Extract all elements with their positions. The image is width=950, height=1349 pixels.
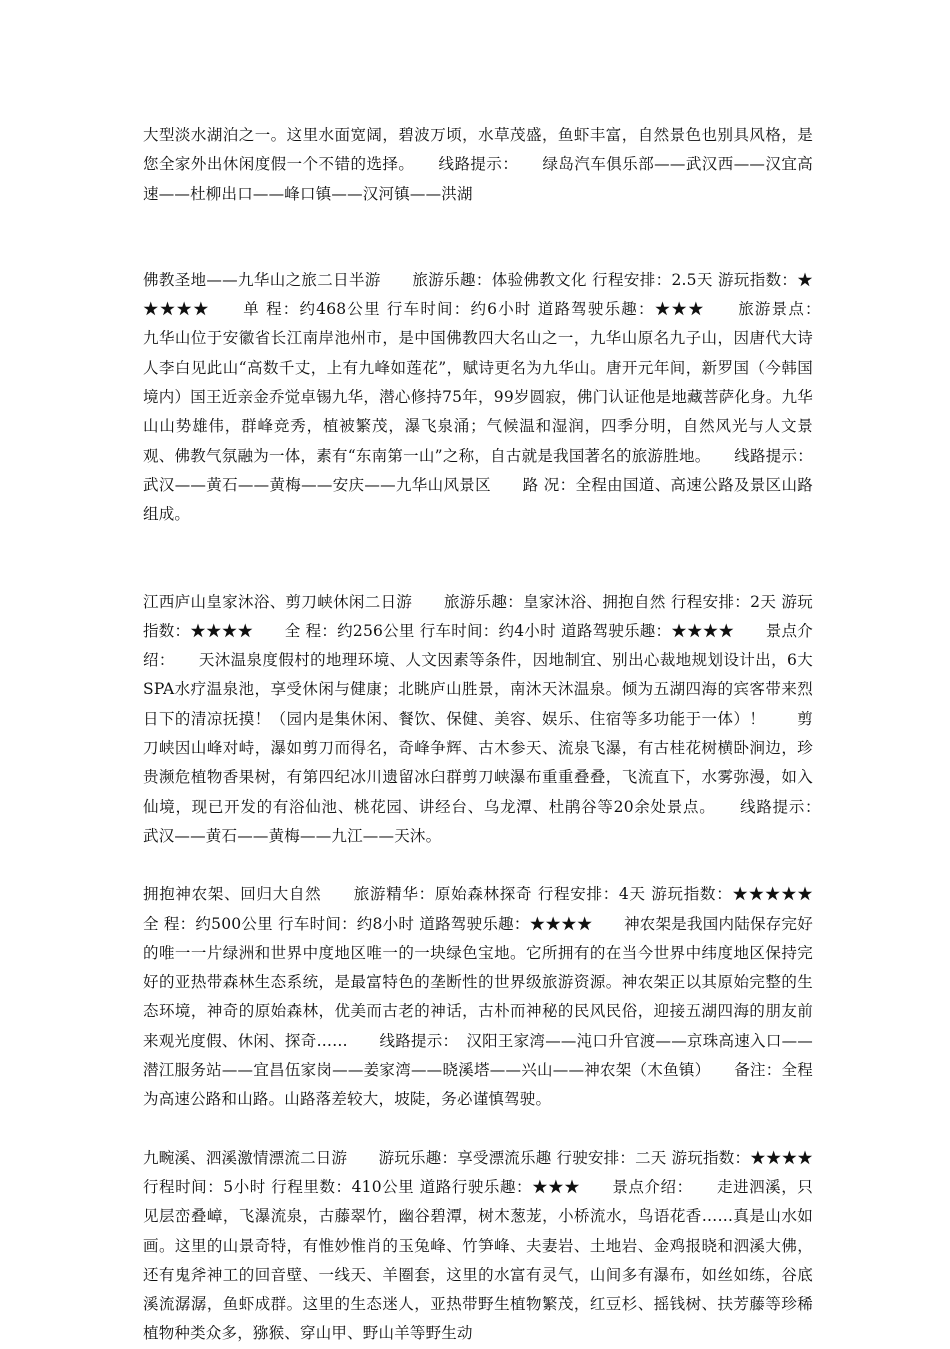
paragraph-shennongjia-tour: 拥抱神农架、回归大自然 旅游精华：原始森林探奇 行程安排：4天 游玩指数：★★★★★ 全 程：约500公里 行车时间：约8小时 道路驾驶乐趣：★★★★ 神农架是我国内陆保存完好的唯一一片绿洲和世界中度地区唯一的一块绿色宝地。它所拥有的在当今世界中纬度地区保持完好的亚热带森林生态系统，是最富特色的垄断性的世界级旅游资源。神农架正以其原始完整的生态环境，神奇的原始森林，优美而古老的神话，古朴而神秘的民风民俗，迎接五湖四海的朋友前来观光度假、休闲、探奇…… 线路提示： 汉阳王家湾——沌口升官渡——京珠高速入口——潜江服务站——宜昌伍家岗——姜家湾——晓溪塔——兴山——神农架（木鱼镇） 备注：全程为高速公路和山路。山路落差较大，坡陡，务必谨慎驾驶。: [143, 885, 845, 1109]
paragraph-jiuhuashan-tour: 佛教圣地——九华山之旅二日半游 旅游乐趣：体验佛教文化 行程安排：2.5天 游玩指数：★★★★★ 单 程：约468公里 行车时间：约6小时 道路驾驶乐趣：★★★ 旅游景点： 九华山位于安徽省长江南岸池州市，是中国佛教四大名山之一，九华山原名九子山，因唐代大诗人李白见此山“高数千丈，上有九峰如莲花”，赋诗更名为九华山。唐开元年间，新罗国（今韩国境内）国王近亲金乔觉卓锡九华，潜心修持75年，99岁圆寂，佛门认证他是地藏菩萨化身。九华山山势雄伟，群峰竞秀，植被繁茂，瀑飞泉涌；气候温和湿润，四季分明，自然风光与人文景观、佛教气氛融为一体，素有“东南第一山”之称，自古就是我国著名的旅游胜地。 线路提示：武汉——黄石——黄梅——安庆——九华山风景区 路 况：全程由国道、高速公路及景区山路组成。: [143, 270, 845, 524]
paragraph-jiuwanxi-rafting-tour: 九畹溪、泗溪激情漂流二日游 游玩乐趣：享受漂流乐趣 行驶安排：二天 游玩指数：★★★★ 行程时间：5小时 行程里数：410公里 道路行驶乐趣：★★★ 景点介绍： 走进泗溪，只见层峦叠嶂，飞瀑流泉，古藤翠竹，幽谷碧潭，树木葱茏，小桥流水，鸟语花香……真是山水如画。这里的山景奇特，有惟妙惟肖的玉兔峰、竹笋峰、夫妻岩、土地岩、金鸡报晓和泗溪大佛，还有鬼斧神工的回音壁、一线天、羊圈套，这里的水富有灵气，山间多有瀑布，如丝如练，谷底溪流潺潺，鱼虾成群。这里的生态迷人，亚热带野生植物繁茂，红豆杉、摇钱树、扶芳藤等珍稀植物种类众多，猕猴、穿山甲、野山羊等野生动: [143, 1148, 845, 1343]
paragraph-lushan-tour: 江西庐山皇家沐浴、剪刀峡休闲二日游 旅游乐趣：皇家沐浴、拥抱自然 行程安排：2天 游玩指数：★★★★ 全 程：约256公里 行车时间：约4小时 道路驾驶乐趣：★★★★ 景点介绍： 天沐温泉度假村的地理环境、人文因素等条件，因地制宜、别出心裁地规划设计出，6大SPA水疗温泉池，享受休闲与健康；北眺庐山胜景，南沐天沐温泉。倾为五湖四海的宾客带来烈日下的清凉抚摸！（园内是集休闲、餐饮、保健、美容、娱乐、住宿等多功能于一体）！ 剪刀峡因山峰对峙，瀑如剪刀而得名，奇峰争辉、古木参天、流泉飞瀑，有古桂花树横卧涧边，珍贵濒危植物香果树，有第四纪冰川遗留冰臼群剪刀峡瀑布重重叠叠，飞流直下，水雾弥漫，如入仙境，现已开发的有浴仙池、桃花园、讲经台、乌龙潭、杜鹃谷等20余处景点。 线路提示： 武汉——黄石——黄梅——九江——天沐。: [143, 592, 845, 845]
document-body: [143, 118, 845, 1349]
paragraph-honghu-lake: 大型淡水湖泊之一。这里水面宽阔，碧波万顷，水草茂盛，鱼虾丰富，自然景色也别具风格，是您全家外出休闲度假一个不错的选择。 线路提示： 绿岛汽车俱乐部——武汉西——汉宜高速——杜柳出口——峰口镇——汉河镇——洪湖: [143, 126, 813, 203]
